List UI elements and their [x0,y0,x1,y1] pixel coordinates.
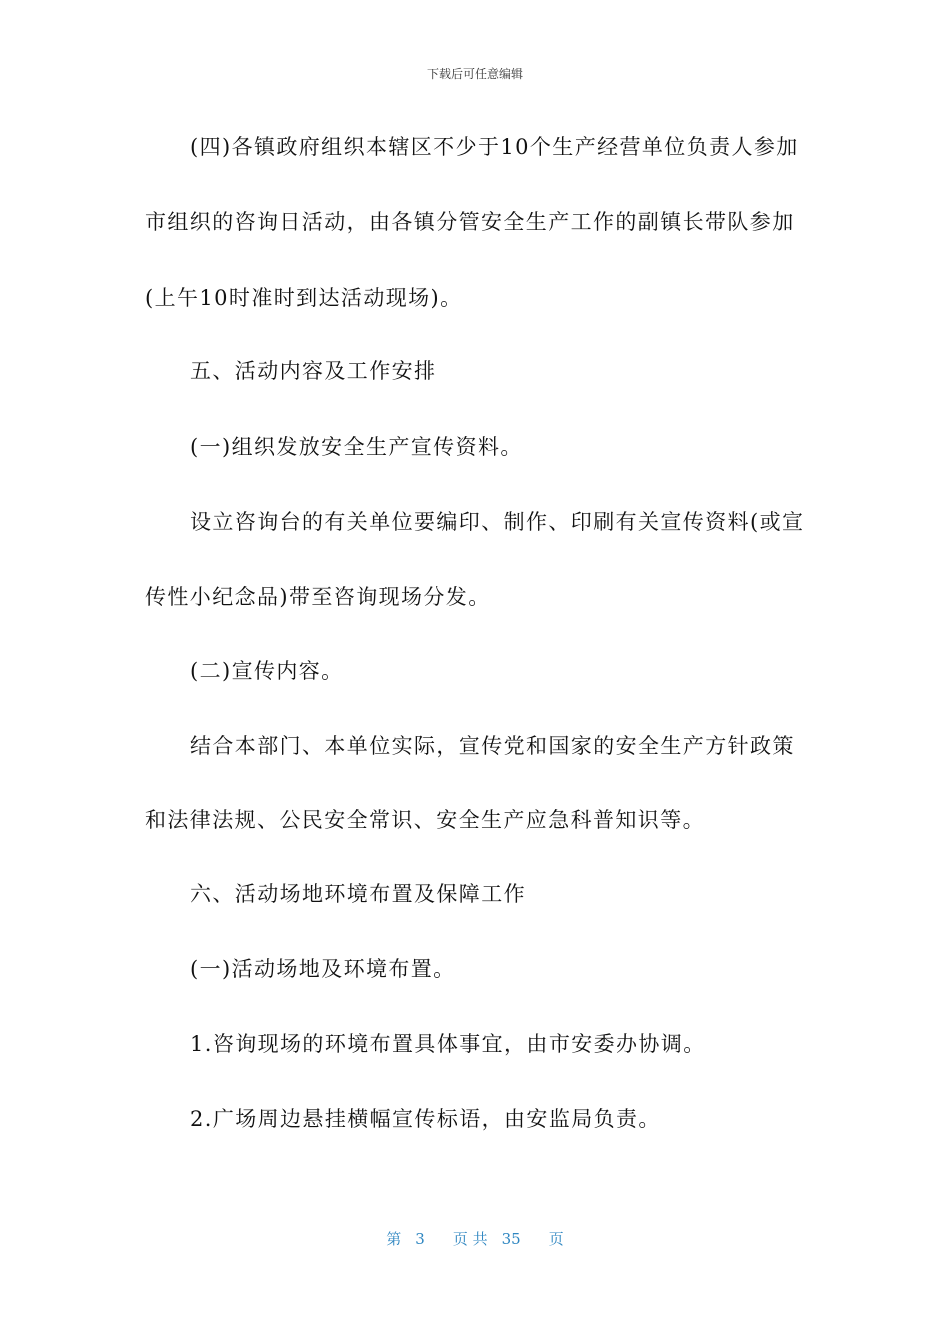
subsection-heading: (一)活动场地及环境布置。 [190,957,456,981]
footer-suffix: 页 [548,1230,564,1248]
footer-total-pages: 35 [501,1230,521,1248]
paragraph-line: (四)各镇政府组织本辖区不少于10个生产经营单位负责人参加 [190,135,799,159]
paragraph-line: 和法律法规、公民安全常识、安全生产应急科普知识等。 [145,808,705,832]
page-footer [0,1229,950,1249]
list-item: 1.咨询现场的环境布置具体事宜，由市安委办协调。 [190,1032,706,1056]
paragraph-line: 传性小纪念品)带至咨询现场分发。 [145,585,491,609]
subsection-heading: (一)组织发放安全生产宣传资料。 [190,435,523,459]
paragraph-line: 设立咨询台的有关单位要编印、制作、印刷有关宣传资料(或宣 [190,510,805,534]
section-heading: 六、活动场地环境布置及保障工作 [190,882,526,906]
paragraph-line: 市组织的咨询日活动，由各镇分管安全生产工作的副镇长带队参加 [145,210,795,234]
footer-page-number: 3 [415,1230,425,1248]
list-item: 2.广场周边悬挂横幅宣传标语，由安监局负责。 [190,1107,661,1131]
subsection-heading: (二)宣传内容。 [190,659,344,683]
footer-prefix: 第 [386,1230,402,1248]
section-heading: 五、活动内容及工作安排 [190,359,437,383]
paragraph-line: 结合本部门、本单位实际，宣传党和国家的安全生产方针政策 [190,734,795,758]
page-header: 下载后可任意编辑 [426,67,523,81]
footer-middle: 页 共 [452,1230,488,1248]
paragraph-line: (上午10时准时到达活动现场)。 [145,286,463,310]
